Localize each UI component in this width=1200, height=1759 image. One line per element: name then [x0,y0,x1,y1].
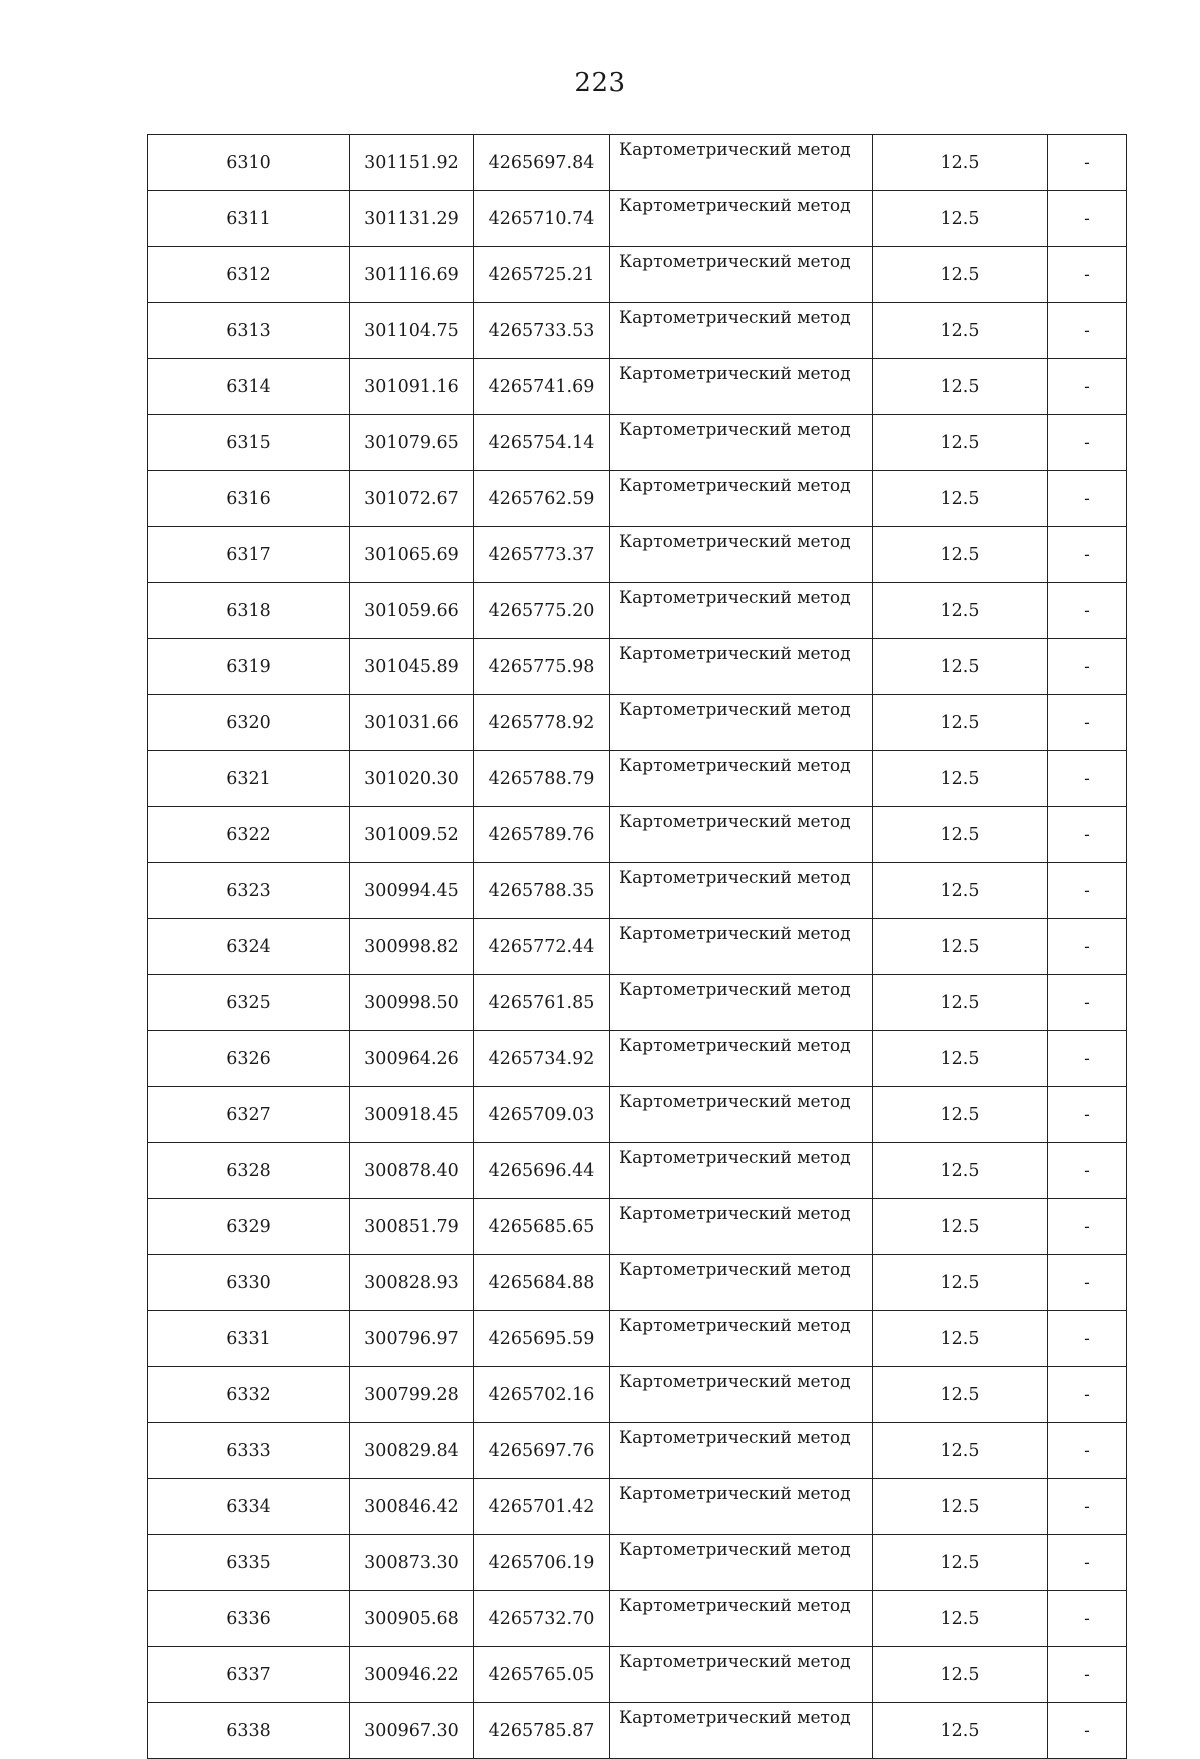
accuracy-cell: 12.5 [873,527,1048,583]
table-row [148,1423,1127,1479]
table-row [148,1535,1127,1591]
note-cell: - [1048,135,1127,191]
note-cell: - [1048,1703,1127,1759]
method-cell: Картометрический метод [610,863,873,919]
point-number-cell: 6322 [148,807,350,863]
point-number-cell: 6332 [148,1367,350,1423]
point-number-cell: 6333 [148,1423,350,1479]
x-coordinate-cell: 301045.89 [350,639,474,695]
point-number-cell: 6325 [148,975,350,1031]
accuracy-cell: 12.5 [873,1479,1048,1535]
table-row [148,1143,1127,1199]
y-coordinate-cell: 4265761.85 [474,975,610,1031]
method-cell: Картометрический метод [610,415,873,471]
method-cell: Картометрический метод [610,1647,873,1703]
y-coordinate-cell: 4265684.88 [474,1255,610,1311]
point-number-cell: 6313 [148,303,350,359]
table-row [148,807,1127,863]
note-cell: - [1048,527,1127,583]
note-cell: - [1048,247,1127,303]
x-coordinate-cell: 300918.45 [350,1087,474,1143]
note-cell: - [1048,303,1127,359]
table-row [148,863,1127,919]
method-cell: Картометрический метод [610,1535,873,1591]
accuracy-cell: 12.5 [873,975,1048,1031]
x-coordinate-cell: 301079.65 [350,415,474,471]
note-cell: - [1048,191,1127,247]
method-cell: Картометрический метод [610,1311,873,1367]
table-row [148,975,1127,1031]
y-coordinate-cell: 4265775.98 [474,639,610,695]
point-number-cell: 6311 [148,191,350,247]
note-cell: - [1048,1199,1127,1255]
coordinates-table [147,134,1127,1759]
note-cell: - [1048,359,1127,415]
accuracy-cell: 12.5 [873,1255,1048,1311]
table-row [148,247,1127,303]
x-coordinate-cell: 300796.97 [350,1311,474,1367]
point-number-cell: 6324 [148,919,350,975]
accuracy-cell: 12.5 [873,1535,1048,1591]
method-cell: Картометрический метод [610,1255,873,1311]
point-number-cell: 6321 [148,751,350,807]
note-cell: - [1048,807,1127,863]
point-number-cell: 6334 [148,1479,350,1535]
note-cell: - [1048,1423,1127,1479]
x-coordinate-cell: 301131.29 [350,191,474,247]
accuracy-cell: 12.5 [873,247,1048,303]
point-number-cell: 6319 [148,639,350,695]
y-coordinate-cell: 4265685.65 [474,1199,610,1255]
accuracy-cell: 12.5 [873,807,1048,863]
y-coordinate-cell: 4265733.53 [474,303,610,359]
y-coordinate-cell: 4265701.42 [474,1479,610,1535]
note-cell: - [1048,1591,1127,1647]
note-cell: - [1048,583,1127,639]
accuracy-cell: 12.5 [873,415,1048,471]
accuracy-cell: 12.5 [873,863,1048,919]
y-coordinate-cell: 4265697.76 [474,1423,610,1479]
note-cell: - [1048,471,1127,527]
table-row [148,1591,1127,1647]
x-coordinate-cell: 301059.66 [350,583,474,639]
table-row [148,1311,1127,1367]
point-number-cell: 6310 [148,135,350,191]
x-coordinate-cell: 300905.68 [350,1591,474,1647]
y-coordinate-cell: 4265732.70 [474,1591,610,1647]
note-cell: - [1048,1367,1127,1423]
point-number-cell: 6331 [148,1311,350,1367]
x-coordinate-cell: 300799.28 [350,1367,474,1423]
x-coordinate-cell: 300964.26 [350,1031,474,1087]
y-coordinate-cell: 4265788.79 [474,751,610,807]
x-coordinate-cell: 300967.30 [350,1703,474,1759]
table-row [148,359,1127,415]
y-coordinate-cell: 4265725.21 [474,247,610,303]
note-cell: - [1048,1143,1127,1199]
note-cell: - [1048,863,1127,919]
point-number-cell: 6335 [148,1535,350,1591]
x-coordinate-cell: 300946.22 [350,1647,474,1703]
point-number-cell: 6328 [148,1143,350,1199]
method-cell: Картометрический метод [610,1703,873,1759]
accuracy-cell: 12.5 [873,471,1048,527]
table-row [148,135,1127,191]
table-row [148,751,1127,807]
y-coordinate-cell: 4265697.84 [474,135,610,191]
method-cell: Картометрический метод [610,975,873,1031]
note-cell: - [1048,639,1127,695]
point-number-cell: 6337 [148,1647,350,1703]
y-coordinate-cell: 4265706.19 [474,1535,610,1591]
note-cell: - [1048,1087,1127,1143]
note-cell: - [1048,751,1127,807]
accuracy-cell: 12.5 [873,359,1048,415]
note-cell: - [1048,1031,1127,1087]
x-coordinate-cell: 301020.30 [350,751,474,807]
method-cell: Картометрический метод [610,471,873,527]
accuracy-cell: 12.5 [873,1143,1048,1199]
method-cell: Картометрический метод [610,135,873,191]
note-cell: - [1048,975,1127,1031]
method-cell: Картометрический метод [610,303,873,359]
y-coordinate-cell: 4265789.76 [474,807,610,863]
table-row [148,303,1127,359]
table-row [148,1199,1127,1255]
x-coordinate-cell: 301072.67 [350,471,474,527]
table-row [148,1031,1127,1087]
y-coordinate-cell: 4265710.74 [474,191,610,247]
method-cell: Картометрический метод [610,359,873,415]
x-coordinate-cell: 301104.75 [350,303,474,359]
table-row [148,471,1127,527]
y-coordinate-cell: 4265709.03 [474,1087,610,1143]
table-row [148,415,1127,471]
table-row [148,527,1127,583]
table-row [148,583,1127,639]
accuracy-cell: 12.5 [873,191,1048,247]
y-coordinate-cell: 4265778.92 [474,695,610,751]
table-row [148,1087,1127,1143]
note-cell: - [1048,1535,1127,1591]
point-number-cell: 6326 [148,1031,350,1087]
table-row [148,191,1127,247]
note-cell: - [1048,1647,1127,1703]
x-coordinate-cell: 301091.16 [350,359,474,415]
method-cell: Картометрический метод [610,1143,873,1199]
x-coordinate-cell: 300994.45 [350,863,474,919]
y-coordinate-cell: 4265773.37 [474,527,610,583]
point-number-cell: 6312 [148,247,350,303]
method-cell: Картометрический метод [610,919,873,975]
method-cell: Картометрический метод [610,1367,873,1423]
y-coordinate-cell: 4265734.92 [474,1031,610,1087]
point-number-cell: 6327 [148,1087,350,1143]
y-coordinate-cell: 4265754.14 [474,415,610,471]
accuracy-cell: 12.5 [873,1591,1048,1647]
accuracy-cell: 12.5 [873,1087,1048,1143]
table-row [148,695,1127,751]
note-cell: - [1048,415,1127,471]
x-coordinate-cell: 300998.82 [350,919,474,975]
y-coordinate-cell: 4265765.05 [474,1647,610,1703]
method-cell: Картометрический метод [610,247,873,303]
accuracy-cell: 12.5 [873,135,1048,191]
accuracy-cell: 12.5 [873,1367,1048,1423]
accuracy-cell: 12.5 [873,751,1048,807]
y-coordinate-cell: 4265696.44 [474,1143,610,1199]
point-number-cell: 6336 [148,1591,350,1647]
accuracy-cell: 12.5 [873,1031,1048,1087]
method-cell: Картометрический метод [610,1479,873,1535]
note-cell: - [1048,1255,1127,1311]
table-row [148,1367,1127,1423]
point-number-cell: 6329 [148,1199,350,1255]
method-cell: Картометрический метод [610,583,873,639]
x-coordinate-cell: 300828.93 [350,1255,474,1311]
point-number-cell: 6315 [148,415,350,471]
x-coordinate-cell: 300878.40 [350,1143,474,1199]
x-coordinate-cell: 300998.50 [350,975,474,1031]
point-number-cell: 6316 [148,471,350,527]
x-coordinate-cell: 301031.66 [350,695,474,751]
method-cell: Картометрический метод [610,1031,873,1087]
method-cell: Картометрический метод [610,1423,873,1479]
accuracy-cell: 12.5 [873,919,1048,975]
accuracy-cell: 12.5 [873,1311,1048,1367]
point-number-cell: 6317 [148,527,350,583]
coordinates-table-body [148,135,1127,1759]
accuracy-cell: 12.5 [873,1423,1048,1479]
table-row [148,639,1127,695]
accuracy-cell: 12.5 [873,695,1048,751]
x-coordinate-cell: 300851.79 [350,1199,474,1255]
y-coordinate-cell: 4265775.20 [474,583,610,639]
y-coordinate-cell: 4265702.16 [474,1367,610,1423]
table-row [148,919,1127,975]
method-cell: Картометрический метод [610,639,873,695]
x-coordinate-cell: 300873.30 [350,1535,474,1591]
point-number-cell: 6323 [148,863,350,919]
x-coordinate-cell: 301116.69 [350,247,474,303]
x-coordinate-cell: 300829.84 [350,1423,474,1479]
page-number: 223 [574,68,626,98]
method-cell: Картометрический метод [610,1591,873,1647]
table-row [148,1255,1127,1311]
x-coordinate-cell: 300846.42 [350,1479,474,1535]
point-number-cell: 6314 [148,359,350,415]
note-cell: - [1048,1311,1127,1367]
accuracy-cell: 12.5 [873,1703,1048,1759]
y-coordinate-cell: 4265785.87 [474,1703,610,1759]
method-cell: Картометрический метод [610,527,873,583]
note-cell: - [1048,919,1127,975]
table-row [148,1479,1127,1535]
method-cell: Картометрический метод [610,807,873,863]
point-number-cell: 6318 [148,583,350,639]
point-number-cell: 6330 [148,1255,350,1311]
method-cell: Картометрический метод [610,751,873,807]
method-cell: Картометрический метод [610,1199,873,1255]
table-row [148,1647,1127,1703]
y-coordinate-cell: 4265762.59 [474,471,610,527]
x-coordinate-cell: 301009.52 [350,807,474,863]
note-cell: - [1048,695,1127,751]
accuracy-cell: 12.5 [873,303,1048,359]
accuracy-cell: 12.5 [873,1647,1048,1703]
method-cell: Картометрический метод [610,1087,873,1143]
accuracy-cell: 12.5 [873,1199,1048,1255]
y-coordinate-cell: 4265772.44 [474,919,610,975]
x-coordinate-cell: 301151.92 [350,135,474,191]
y-coordinate-cell: 4265788.35 [474,863,610,919]
point-number-cell: 6320 [148,695,350,751]
table-row [148,1703,1127,1759]
method-cell: Картометрический метод [610,695,873,751]
note-cell: - [1048,1479,1127,1535]
y-coordinate-cell: 4265741.69 [474,359,610,415]
point-number-cell: 6338 [148,1703,350,1759]
y-coordinate-cell: 4265695.59 [474,1311,610,1367]
accuracy-cell: 12.5 [873,583,1048,639]
x-coordinate-cell: 301065.69 [350,527,474,583]
accuracy-cell: 12.5 [873,639,1048,695]
method-cell: Картометрический метод [610,191,873,247]
